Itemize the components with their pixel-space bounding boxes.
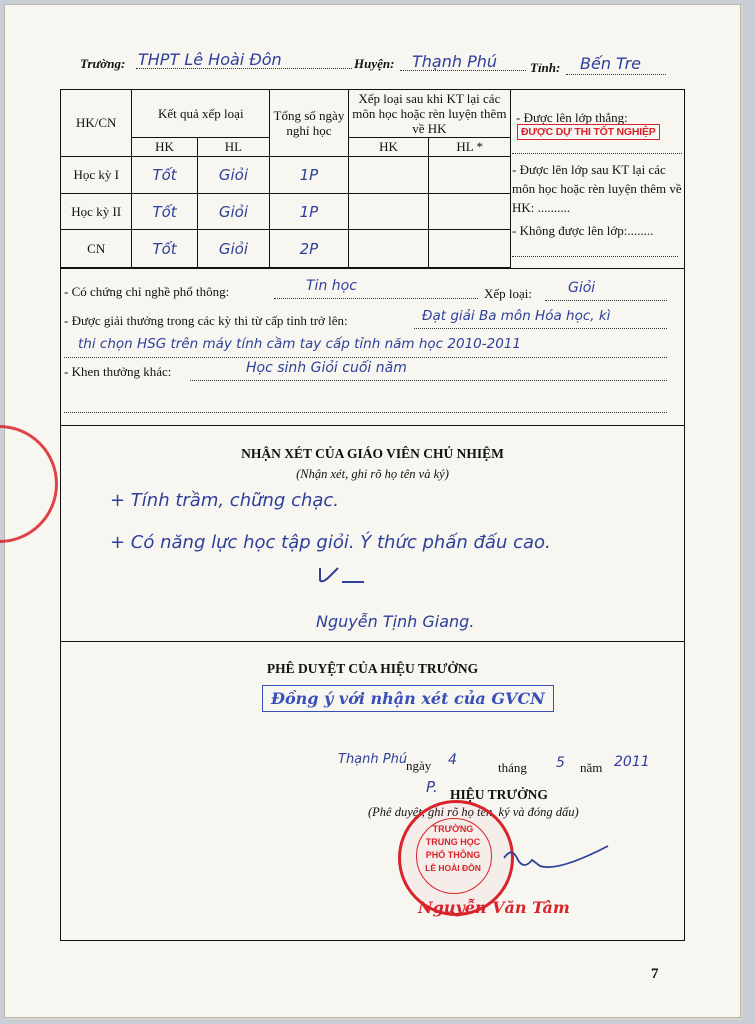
row-hl: Giỏi: [197, 230, 269, 268]
header-hkcn: HK/CN: [61, 90, 132, 157]
row-label: Học kỳ I: [61, 157, 132, 194]
award-label: - Được giải thưởng trong các kỳ thi từ cấp tỉnh trở lên:: [64, 313, 348, 328]
other-award-label: - Khen thưởng khác:: [64, 364, 172, 379]
row-absent: 2P: [270, 230, 349, 268]
subheader-hk: HK: [132, 138, 197, 157]
other-dots: [190, 380, 667, 381]
date-year-label: năm: [580, 760, 603, 775]
date-day: 4: [448, 752, 457, 768]
promotion-divider-1: [512, 153, 682, 154]
grade-label: Xếp loại:: [484, 286, 533, 301]
row-hk: Tốt: [132, 230, 197, 268]
header-absent: Tổng số ngày nghỉ học: [270, 90, 349, 157]
row-hk: Tốt: [132, 157, 197, 194]
promotion-dots: [512, 256, 678, 257]
divider-teacher: [60, 425, 685, 426]
divider-certs: [60, 268, 685, 269]
date-place: Thạnh Phú: [338, 752, 408, 767]
row-hl: Giỏi: [197, 194, 269, 230]
subheader-hl: HL: [197, 138, 269, 157]
grade-value: Giỏi: [568, 280, 596, 296]
province-value: Bến Tre: [580, 54, 641, 73]
row-label: CN: [61, 230, 132, 268]
date-month: 5: [556, 755, 565, 771]
row-absent: 1P: [270, 157, 349, 194]
row-retest-hk: [348, 157, 429, 194]
row-retest-hl: [429, 157, 511, 194]
promotion-item-1: - Được lên lớp thẳng:: [516, 110, 628, 125]
grade-dots: [545, 300, 667, 301]
table-row: [61, 157, 511, 194]
row-hk: Tốt: [132, 194, 197, 230]
seal-line-4: LÊ HOÀI ĐÔN: [425, 863, 481, 873]
district-label: Huyện:: [354, 56, 395, 71]
district-dots: [400, 70, 526, 71]
cert-dots: [274, 298, 478, 299]
cert-label: - Có chứng chỉ nghề phổ thông:: [64, 284, 230, 299]
teacher-title: NHẬN XÉT CỦA GIÁO VIÊN CHỦ NHIỆM: [241, 446, 504, 461]
award-value-1: Đạt giải Ba môn Hóa học, kì: [422, 308, 611, 324]
teacher-name: Nguyễn Tịnh Giang.: [316, 612, 475, 631]
district-value: Thạnh Phú: [412, 52, 498, 71]
row-hl: Giỏi: [197, 157, 269, 194]
promotion-item-2: - Được lên lớp sau KT lại các môn học hoặc rèn luyện thêm về HK: ..........: [512, 162, 682, 215]
table-row: [61, 194, 511, 230]
principal-prefix: P.: [426, 778, 438, 796]
seal-line-3: PHỔ THÔNG: [425, 850, 481, 860]
teacher-subtitle: (Nhận xét, ghi rõ họ tên và ký): [296, 467, 449, 481]
award-value-2: thi chọn HSG trên máy tính cầm tay cấp tỉnh năm học 2010-2011: [78, 336, 521, 352]
graduation-stamp: ĐƯỢC DỰ THI TỐT NGHIỆP: [517, 124, 660, 140]
province-label: Tỉnh:: [530, 60, 561, 75]
teacher-signature: [312, 560, 372, 590]
seal-line-2: TRUNG HỌC: [425, 837, 481, 847]
school-dots: [136, 68, 352, 69]
date-month-label: tháng: [498, 760, 527, 775]
principal-signature: [498, 836, 618, 886]
header-result: Kết quả xếp loại: [132, 90, 270, 138]
teacher-comment-2: + Có năng lực học tập giỏi. Ý thức phấn đấu cao.: [110, 532, 551, 553]
other-award-value: Học sinh Giỏi cuối năm: [246, 360, 407, 376]
row-absent: 1P: [270, 194, 349, 230]
date-day-label: ngày: [406, 758, 432, 773]
divider-principal: [60, 641, 685, 642]
header-retest: Xếp loại sau khi KT lại các môn học hoặc rèn luyện thêm về HK: [348, 90, 510, 138]
row-retest-hl: [429, 194, 511, 230]
other-dots-2: [64, 412, 667, 413]
principal-title: PHÊ DUYỆT CỦA HIỆU TRƯỞNG: [266, 661, 479, 676]
approval-stamp: Đồng ý với nhận xét của GVCN: [262, 685, 554, 712]
principal-name: Nguyễn Văn Tâm: [418, 898, 570, 917]
school-label: Trường:: [80, 56, 126, 71]
award-dots-2: [64, 357, 667, 358]
cert-value: Tin học: [306, 278, 357, 294]
promotion-item-3: - Không được lên lớp:........: [512, 223, 654, 238]
subheader-hk2: HK: [348, 138, 429, 157]
date-year: 2011: [614, 754, 650, 770]
row-label: Học kỳ II: [61, 194, 132, 230]
principal-role: HIỆU TRƯỞNG: [450, 787, 548, 802]
row-retest-hl: [429, 230, 511, 268]
school-value: THPT Lê Hoài Đôn: [138, 50, 282, 69]
row-retest-hk: [348, 194, 429, 230]
teacher-comment-1: + Tính trầm, chững chạc.: [110, 490, 340, 511]
province-dots: [566, 74, 666, 75]
award-dots-1: [414, 328, 667, 329]
results-table: [60, 89, 511, 268]
table-row: [61, 230, 511, 268]
row-retest-hk: [348, 230, 429, 268]
seal-line-1: TRƯỜNG: [432, 824, 474, 834]
principal-instruction: (Phê duyệt, ghi rõ họ tên, ký và đóng dấu): [368, 805, 579, 819]
subheader-hl2: HL *: [429, 138, 511, 157]
page-number: 7: [651, 966, 659, 982]
